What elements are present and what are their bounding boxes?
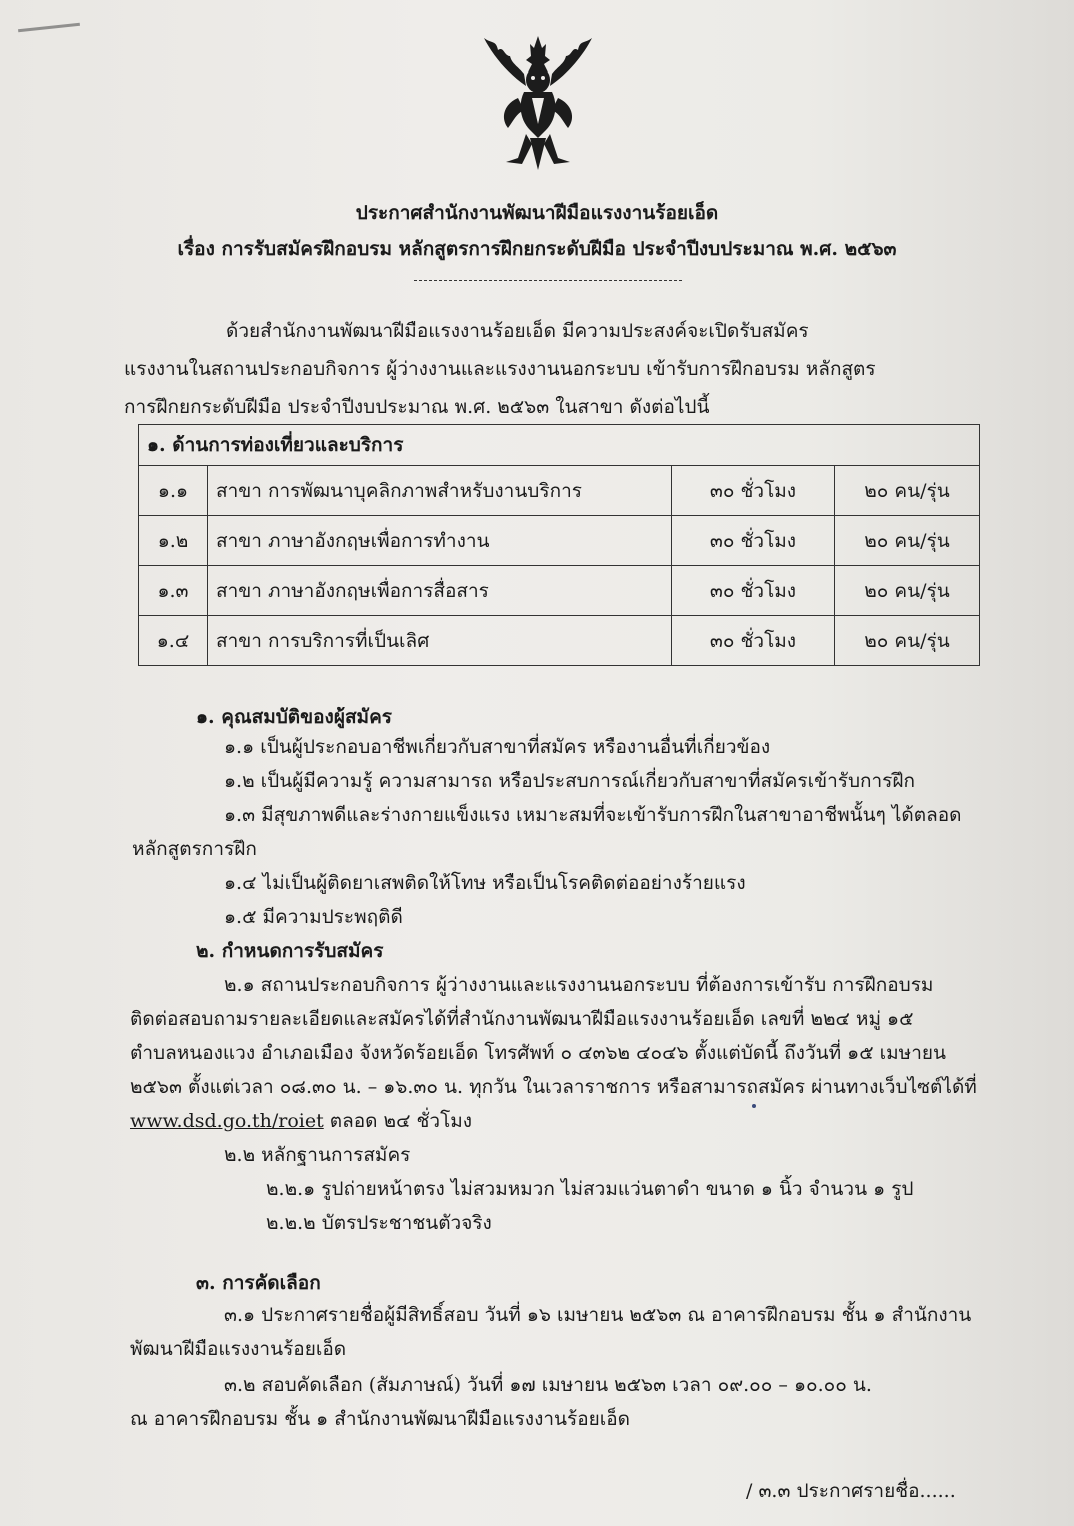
section2-heading: ๒. กำหนดการรับสมัคร — [196, 940, 384, 962]
section1-item-continuation: หลักสูตรการฝึก — [132, 838, 257, 860]
garuda-emblem-icon — [478, 34, 598, 174]
title-divider — [414, 280, 682, 281]
evidence-item: ๒.๒.๒ บัตรประชาชนตัวจริง — [266, 1212, 492, 1234]
website-line — [130, 1106, 472, 1136]
course-seats: ๒๐ คน/รุ่น — [835, 616, 980, 666]
continuation-note: / ๓.๓ ประกาศรายชื่อ...... — [746, 1480, 956, 1502]
section2-line: ตำบลหนองแวง อำเภอเมือง จังหวัดร้อยเอ็ด โทรศัพท์ ๐ ๔๓๖๒ ๔๐๔๖ ตั้งแต่บัดนี้ ถึงวันที่ ๑๕ เมษายน — [130, 1042, 946, 1064]
table-row — [139, 616, 980, 666]
section3-heading: ๓. การคัดเลือก — [196, 1272, 321, 1294]
section1-item: ๑.๓ มีสุขภาพดีและร่างกายแข็งแรง เหมาะสมที่จะเข้ารับการฝึกในสาขาอาชีพนั้นๆ ได้ตลอด — [224, 804, 962, 826]
table-heading-row — [139, 425, 980, 466]
course-table — [138, 424, 980, 666]
pen-mark — [18, 23, 80, 32]
section3-line: ๓.๑ ประกาศรายชื่อผู้มีสิทธิ์สอบ วันที่ ๑๖ เมษายน ๒๕๖๓ ณ อาคารฝึกอบรม ชั้น ๑ สำนักงาน — [224, 1304, 972, 1326]
course-number: ๑.๔ — [139, 616, 208, 666]
course-name: สาขา ภาษาอังกฤษเพื่อการสื่อสาร — [208, 566, 672, 616]
evidence-heading: ๒.๒ หลักฐานการสมัคร — [224, 1144, 411, 1166]
section2-line: ๒๕๖๓ ตั้งแต่เวลา ๐๘.๓๐ น. – ๑๖.๓๐ น. ทุกวัน ในเวลาราชการ หรือสามารถสมัคร ผ่านทางเว็บไซต์ได้ที่ — [130, 1076, 977, 1098]
website-link[interactable]: www.dsd.go.th/roiet — [130, 1110, 324, 1132]
section1-item: ๑.๕ มีความประพฤติดี — [224, 906, 403, 928]
course-name: สาขา การพัฒนาบุคลิกภาพสำหรับงานบริการ — [208, 466, 672, 516]
course-seats: ๒๐ คน/รุ่น — [835, 466, 980, 516]
website-suffix: ตลอด ๒๔ ชั่วโมง — [323, 1110, 473, 1132]
course-hours: ๓๐ ชั่วโมง — [672, 516, 835, 566]
section1-item: ๑.๑ เป็นผู้ประกอบอาชีพเกี่ยวกับสาขาที่สมัคร หรืองานอื่นที่เกี่ยวข้อง — [224, 736, 771, 758]
section2-line: ๒.๑ สถานประกอบกิจการ ผู้ว่างงานและแรงงานนอกระบบ ที่ต้องการเข้ารับ การฝึกอบรม — [224, 974, 934, 996]
course-hours: ๓๐ ชั่วโมง — [672, 466, 835, 516]
section1-item: ๑.๔ ไม่เป็นผู้ติดยาเสพติดให้โทษ หรือเป็นโรคติดต่ออย่างร้ายแรง — [224, 872, 746, 894]
course-seats: ๒๐ คน/รุ่น — [835, 516, 980, 566]
course-hours: ๓๐ ชั่วโมง — [672, 566, 835, 616]
course-number: ๑.๒ — [139, 516, 208, 566]
section1-heading: ๑. คุณสมบัติของผู้สมัคร — [196, 706, 392, 728]
intro-line-2: แรงงานในสถานประกอบกิจการ ผู้ว่างงานและแรงงานนอกระบบ เข้ารับการฝึกอบรม หลักสูตร — [124, 358, 876, 380]
course-name: สาขา ภาษาอังกฤษเพื่อการทำงาน — [208, 516, 672, 566]
course-seats: ๒๐ คน/รุ่น — [835, 566, 980, 616]
table-row — [139, 566, 980, 616]
evidence-item: ๒.๒.๑ รูปถ่ายหน้าตรง ไม่สวมหมวก ไม่สวมแว่นตาดำ ขนาด ๑ นิ้ว จำนวน ๑ รูป — [266, 1178, 914, 1200]
course-number: ๑.๓ — [139, 566, 208, 616]
ink-dot — [752, 1104, 756, 1108]
section3-line: ๓.๒ สอบคัดเลือก (สัมภาษณ์) วันที่ ๑๗ เมษายน ๒๕๖๓ เวลา ๐๙.๐๐ – ๑๐.๐๐ น. — [224, 1374, 872, 1396]
table-row — [139, 466, 980, 516]
announcement-subject: เรื่อง การรับสมัครฝึกอบรม หลักสูตรการฝึกยกระดับฝีมือ ประจำปีงบประมาณ พ.ศ. ๒๕๖๓ — [177, 238, 897, 260]
course-hours: ๓๐ ชั่วโมง — [672, 616, 835, 666]
course-name: สาขา การบริการที่เป็นเลิศ — [208, 616, 672, 666]
table-heading: ๑. ด้านการท่องเที่ยวและบริการ — [139, 425, 980, 466]
table-row — [139, 516, 980, 566]
intro-line-3: การฝึกยกระดับฝีมือ ประจำปีงบประมาณ พ.ศ. ๒๕๖๓ ในสาขา ดังต่อไปนี้ — [124, 396, 710, 418]
section3-line: ณ อาคารฝึกอบรม ชั้น ๑ สำนักงานพัฒนาฝีมือแรงงานร้อยเอ็ด — [130, 1408, 630, 1430]
section3-line: พัฒนาฝีมือแรงงานร้อยเอ็ด — [130, 1338, 347, 1360]
intro-line-1: ด้วยสำนักงานพัฒนาฝีมือแรงงานร้อยเอ็ด มีความประสงค์จะเปิดรับสมัคร — [226, 320, 809, 342]
section1-item: ๑.๒ เป็นผู้มีความรู้ ความสามารถ หรือประสบการณ์เกี่ยวกับสาขาที่สมัครเข้ารับการฝึก — [224, 770, 916, 792]
course-number: ๑.๑ — [139, 466, 208, 516]
section2-line: ติดต่อสอบถามรายละเอียดและสมัครได้ที่สำนักงานพัฒนาฝีมือแรงงานร้อยเอ็ด เลขที่ ๒๒๔ หมู่ ๑๕ — [130, 1008, 914, 1030]
announcement-title: ประกาศสำนักงานพัฒนาฝีมือแรงงานร้อยเอ็ด — [355, 202, 719, 224]
